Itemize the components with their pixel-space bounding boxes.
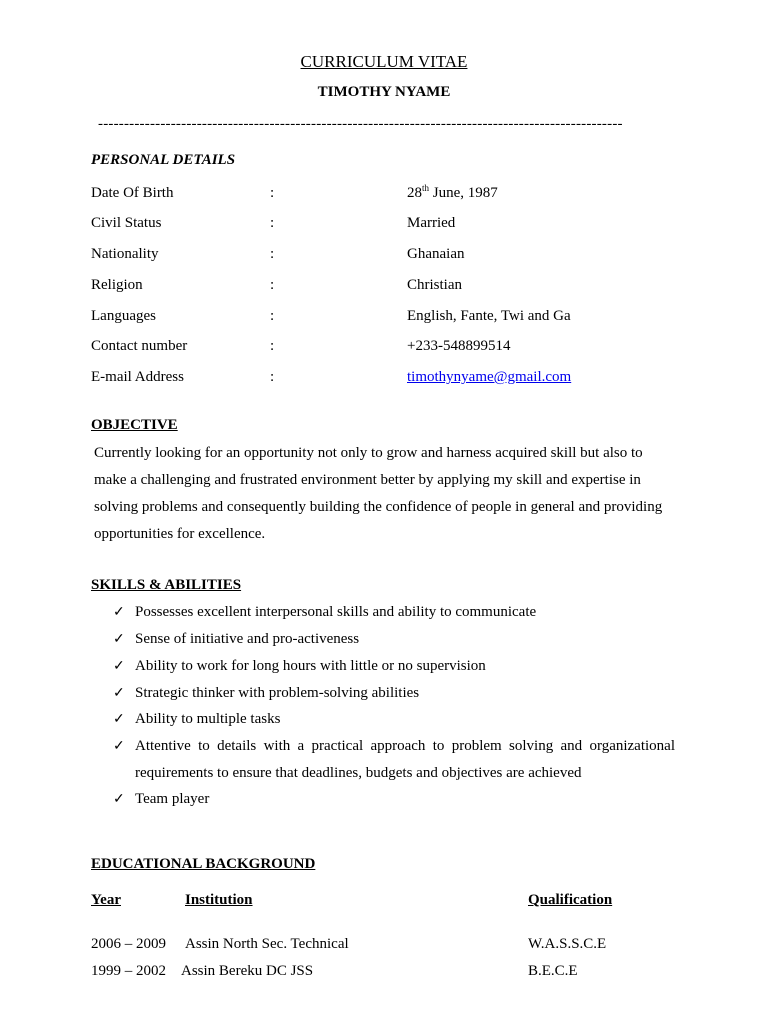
check-icon: ✓ — [113, 739, 125, 754]
skill-item: Strategic thinker with problem-solving abilities — [135, 685, 420, 701]
education-qualification: W.A.S.S.C.E — [528, 936, 607, 952]
dob-ordinal: th — [422, 183, 430, 193]
year-column-header: Year — [91, 892, 121, 908]
education-institution: Assin Bereku DC JSS — [181, 963, 314, 979]
check-icon: ✓ — [113, 712, 125, 727]
nationality-label: Nationality — [91, 246, 159, 262]
document-title: CURRICULUM VITAE — [300, 52, 468, 71]
skill-item: Ability to multiple tasks — [135, 711, 281, 727]
objective-heading: OBJECTIVE — [91, 417, 178, 433]
dob-day: 28 — [407, 185, 422, 201]
institution-column-header: Institution — [185, 892, 253, 908]
skill-item: Possesses excellent interpersonal skills and ability to communicate — [135, 604, 537, 620]
skill-item: Attentive to details with a practical approach to problem solving and organizational requirements to ensure that deadlines, budgets and objectives are achieved — [135, 738, 675, 781]
education-qualification: B.E.C.E — [528, 963, 578, 979]
personal-details-heading: PERSONAL DETAILS — [91, 152, 236, 168]
check-icon: ✓ — [113, 686, 125, 701]
check-icon: ✓ — [113, 659, 125, 674]
check-icon: ✓ — [113, 632, 125, 647]
civil-status-colon: : — [270, 215, 275, 231]
check-icon: ✓ — [113, 605, 125, 620]
qualification-column-header: Qualification — [528, 892, 613, 908]
dob-value — [407, 185, 498, 202]
languages-value: English, Fante, Twi and Ga — [407, 308, 571, 324]
header-divider: ----------------------------------------------------------------------------------------------------- — [98, 116, 623, 132]
dob-label: Date Of Birth — [91, 185, 174, 201]
religion-colon: : — [270, 277, 275, 293]
email-link[interactable]: timothynyame@gmail.com — [407, 369, 572, 385]
skill-item: Sense of initiative and pro-activeness — [135, 631, 360, 647]
objective-text: Currently looking for an opportunity not only to grow and harness acquired skill but also to make a challenging and frustrated environment better by applying my skill and expertise in solving problems and consequently building the confidence of people in general and providing opportunities for excellence. — [94, 445, 663, 542]
skill-item: Ability to work for long hours with little or no supervision — [135, 658, 486, 674]
religion-label: Religion — [91, 277, 143, 293]
religion-value: Christian — [407, 277, 462, 293]
contact-number-label: Contact number — [91, 338, 188, 354]
civil-status-label: Civil Status — [91, 215, 162, 231]
skill-item: Team player — [135, 791, 210, 807]
contact-number-value: +233-548899514 — [407, 338, 511, 354]
education-year: 1999 – 2002 — [91, 963, 166, 979]
email-value — [407, 369, 571, 386]
contact-number-colon: : — [270, 338, 275, 354]
education-heading: EDUCATIONAL BACKGROUND — [91, 856, 316, 872]
languages-label: Languages — [91, 308, 156, 324]
education-year: 2006 – 2009 — [91, 936, 166, 952]
languages-colon: : — [270, 308, 275, 324]
applicant-name: TIMOTHY NYAME — [317, 84, 451, 100]
dob-colon: : — [270, 185, 275, 201]
nationality-value: Ghanaian — [407, 246, 465, 262]
email-label: E-mail Address — [91, 369, 184, 385]
check-icon: ✓ — [113, 792, 125, 807]
email-colon: : — [270, 369, 275, 385]
education-institution: Assin North Sec. Technical — [185, 936, 349, 952]
dob-rest: June, 1987 — [429, 185, 498, 201]
nationality-colon: : — [270, 246, 275, 262]
skills-heading: SKILLS & ABILITIES — [91, 577, 242, 593]
civil-status-value: Married — [407, 215, 456, 231]
